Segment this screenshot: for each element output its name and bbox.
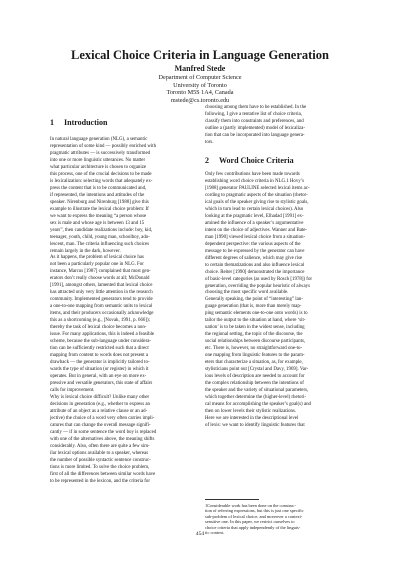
text-line: which in turn lead to certain lexical choices). Also bbox=[205, 206, 304, 212]
text-line: [1991], amongst others, lamented that lexical choice bbox=[50, 283, 153, 289]
text-line: tors. bbox=[205, 139, 214, 145]
text-line: what particular architecture is chosen to organize bbox=[50, 164, 147, 170]
text-line: the regional setting, the topic of the discourse, the bbox=[205, 332, 303, 338]
text-line: cantly — if in some sentence the word boy is replaced bbox=[50, 429, 157, 435]
section-heading-word-choice bbox=[205, 156, 294, 165]
text-line: one mapping from linguistic features to the param- bbox=[205, 353, 305, 359]
text-line: drawback — the generator is implicitly tailored to- bbox=[50, 360, 150, 366]
text-line: community. Implemented generators tend to provide bbox=[50, 297, 153, 303]
text-line: first of all the differences between similar words have bbox=[50, 471, 156, 477]
text-line: if represented, the intentions and attitudes of the bbox=[50, 192, 145, 198]
text-line: operates. But in general, with an eye on more ex- bbox=[50, 373, 147, 379]
text-line: which together determine the (higher-level) rhetori- bbox=[205, 395, 307, 401]
text-line: choosing the most specific word available. bbox=[205, 290, 289, 296]
text-line: etc. There is, however, no straightforward one-to- bbox=[205, 346, 303, 352]
text-line: the number of possible syntactic sentence construc- bbox=[50, 457, 151, 463]
text-line: considerably. Also, often there are quite a few sim- bbox=[50, 443, 150, 449]
text-line: ical goals of the speaker giving rise to stylistic goals, bbox=[205, 199, 309, 205]
text-line: jective) the choice of a word very often carries impli- bbox=[50, 415, 155, 421]
text-line: pragmatic attributes — is successively transformed bbox=[50, 150, 151, 156]
text-line: pressive and versatile generators, this state of affairs bbox=[50, 380, 153, 386]
text-line: ious levels of description are needed to account for bbox=[205, 374, 305, 380]
text-line: Why is lexical choice difficult? Unlike many other bbox=[50, 394, 150, 400]
text-line: the complex relationship between the intentions of bbox=[205, 381, 304, 387]
text-line: is lexicalization: selecting words that adequately ex- bbox=[50, 178, 153, 184]
text-line: this as a shortcoming (e.g., [Novak, 1991, p. 666]); bbox=[50, 318, 150, 324]
text-line: tion can be sufficiently restricted such that a direct bbox=[50, 346, 149, 352]
section-title: Word Choice Criteria bbox=[219, 156, 294, 165]
text-line: instance, Marcus [1987] complained that most gen- bbox=[50, 269, 151, 275]
text-line: intent on the choice of adjectives. Wanner and Bate- bbox=[205, 227, 308, 233]
text-line: ping semantic elements one-to-one onto words) is to bbox=[205, 311, 308, 317]
text-line: erators don’t really choose words at all; McDonald bbox=[50, 276, 150, 282]
text-line: [1988] generator PAULINE selected lexical items ac- bbox=[205, 185, 310, 191]
text-line: calls for improvement. bbox=[50, 387, 95, 393]
text-line: attribute of an object as a relative clause or an ad- bbox=[50, 408, 148, 414]
text-line: Here we are interested in the descriptional level bbox=[205, 415, 299, 421]
text-line: to certain thematizations and also influence lexical bbox=[205, 262, 305, 268]
text-line: classify them into constraints and preferences, and bbox=[205, 118, 304, 124]
text-line: with one of the alternatives above, the meaning shifts bbox=[50, 436, 155, 442]
text-line: establishing word choice criteria in NLG.1 Hovy’s bbox=[205, 178, 305, 184]
text-line: ilar lexical options available to a speaker, whereas bbox=[50, 450, 149, 456]
text-line: has attracted only very little attention in the research bbox=[50, 290, 153, 296]
text-line: looking at the pragmatic level, Elhadad [1991] ex- bbox=[205, 213, 304, 219]
section-heading-introduction bbox=[50, 118, 107, 127]
text-line: Generally speaking, the point of “interesting” lan- bbox=[205, 297, 303, 303]
text-line: to be represented in the lexicon, and the criteria for bbox=[50, 478, 150, 484]
footnote-line: 1Considerable work has been done on the construc- bbox=[205, 503, 296, 508]
text-line: choice. Reiter [1990] demonstrated the importance bbox=[205, 269, 305, 275]
text-line: catures that can change the overall message signifi- bbox=[50, 422, 151, 428]
text-line: cal means for accomplishing the speaker’s goal(s) and bbox=[205, 402, 311, 407]
footnote-line: sub-problem of lexical choice, and moreover a context- bbox=[205, 513, 303, 519]
text-line: not been a particularly popular one in NLG. For bbox=[50, 262, 144, 268]
text-line: mapping from content to words does not present a bbox=[50, 353, 149, 359]
text-line: of lexis: we want to identify linguistic features that bbox=[205, 422, 305, 428]
text-line: tions is more limited. To solve the choice problem, bbox=[50, 464, 150, 470]
author-email: mstede@cs.toronto.edu bbox=[170, 96, 230, 104]
footnote-rule bbox=[205, 499, 259, 500]
text-line: As it happens, the problem of lexical choice has bbox=[50, 255, 144, 261]
text-line: outline a (partly implemented) model of lexicaliza- bbox=[205, 125, 305, 131]
text-line: cording to pragmatic aspects of the situation (rhetor- bbox=[205, 192, 308, 198]
text-line: following, I give a tentative list of choice criteria, bbox=[205, 111, 302, 117]
text-line: man [1990] viewed lexical choice from a situation- bbox=[205, 234, 306, 240]
author-name: Manfred Stede bbox=[174, 64, 226, 73]
text-line: thereby the task of lexical choice becomes a non- bbox=[50, 325, 147, 331]
text-line: remain largely in the dark, however. bbox=[50, 248, 121, 254]
text-line: press the content that is to be communicated and, bbox=[50, 185, 147, 191]
section-number: 1 bbox=[50, 118, 54, 127]
text-line: items, and their producers occasionally acknowledge bbox=[50, 311, 154, 317]
text-line: Only few contributions have been made towards bbox=[205, 172, 300, 177]
text-line: lescent, man. The criteria influencing such choices bbox=[50, 241, 150, 247]
text-line: then on lower levels their stylistic realizations. bbox=[205, 408, 297, 414]
text-line: tion that can be incorporated into language genera- bbox=[205, 132, 305, 138]
text-line: example to illustrate the lexical choice problem: If bbox=[50, 206, 149, 212]
affiliation-line: Toronto M5S 1A4, Canada bbox=[166, 89, 234, 96]
text-line: this process, one of the crucial decisions to be made bbox=[50, 171, 152, 177]
text-line: a one-to-one mapping from semantic units to lexical bbox=[50, 304, 153, 310]
text-line: dependent perspective: the various aspects of the bbox=[205, 241, 301, 247]
footnote-line: choice criteria that apply independently of the linguis- bbox=[205, 524, 301, 530]
affiliation-line: University of Toronto bbox=[173, 81, 227, 89]
text-line: uation’ is to be taken in the widest sense, including bbox=[205, 325, 305, 331]
text-line: eters that characterize a situation, as, for example, bbox=[205, 360, 303, 366]
text-line: amined the influence of a speaker’s argumentative bbox=[205, 220, 304, 226]
text-line: scheme, because the sub-language under considera- bbox=[50, 339, 152, 345]
text-line: years”, then candidate realizations include: boy, kid, bbox=[50, 227, 153, 233]
text-line: decisions in generation (e.g., whether to express an bbox=[50, 401, 150, 407]
text-line: wards the type of situation (or register) in which it bbox=[50, 367, 149, 372]
text-line: teenager, youth, child, young man, schoolboy, ado- bbox=[50, 234, 150, 240]
section-title: Introduction bbox=[64, 118, 108, 127]
text-line: into one or more linguistic utterances. No matter bbox=[50, 157, 146, 163]
page-number: 454 bbox=[195, 531, 205, 537]
text-line: different degrees of salience, which may give rise bbox=[205, 255, 303, 261]
text-line: In natural language generation (NLG), a semantic bbox=[50, 137, 148, 142]
text-line: representation of some kind — possibly enriched with bbox=[50, 143, 157, 149]
text-line: tailor the output to the situation at hand, where ‘sit- bbox=[205, 318, 306, 324]
text-line: generation, overriding the popular heuristic of always bbox=[205, 283, 310, 289]
text-line: sex is male and whose age is between 13 and 15 bbox=[50, 220, 145, 226]
section-number: 2 bbox=[205, 156, 209, 165]
text-line: choosing among them have to be established. In the bbox=[205, 105, 307, 110]
text-line: stylisticians point out [Crystal and Davy, 1969]. Var- bbox=[205, 367, 309, 373]
text-line: social relationships between discourse participants, bbox=[205, 339, 306, 345]
text-line: message to be expressed by the generator can have bbox=[205, 248, 305, 254]
text-line: we want to express the meaning “a person whose bbox=[50, 213, 147, 219]
affiliation-line: Department of Computer Science bbox=[158, 74, 242, 81]
footnote-line: tion of referring expressions, but this is just one specific bbox=[205, 508, 304, 514]
paper-title: Lexical Choice Criteria in Language Generation bbox=[71, 48, 329, 62]
text-line: the speaker and the variety of situational parameters, bbox=[205, 388, 309, 394]
text-line: of basic-level categories (as used by Rosch [1978]) for bbox=[205, 276, 313, 282]
footnote-line: sensitive one. In this paper, we restrict ourselves to bbox=[205, 519, 295, 525]
text-line: guage generation (that is, more than merely map- bbox=[205, 304, 302, 310]
text-line: issue. For many applications, this is indeed a feasible bbox=[50, 332, 155, 338]
text-line: speaker. Nirenburg and Nirenburg [1988] give this bbox=[50, 199, 149, 205]
footnote-line: tic context. bbox=[205, 530, 225, 535]
